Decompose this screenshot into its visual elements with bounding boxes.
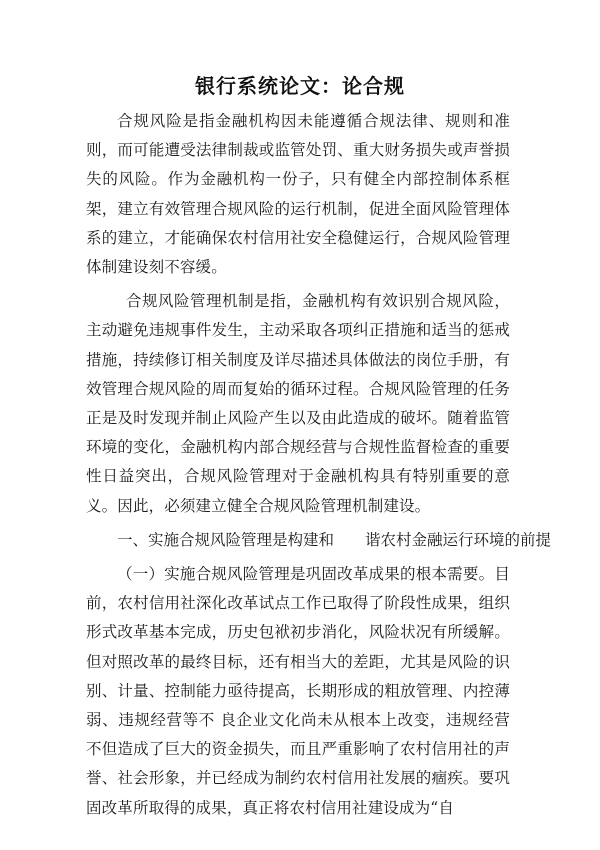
paragraph-1: 合规风险是指金融机构因未能遵循合规法律、规则和准则，而可能遭受法律制裁或监管处罚、重大财务损失或声誉损失的风险。作为金融机构一份子，只有健全内部控制体系框架，建立有效管理合规风险的运行机制，促进全面风险管理体系的建立，才能确保农村信用社安全稳健运行，合规风险管理体制建设刻不容缓。 bbox=[86, 112, 510, 277]
paragraph-3: （一）实施合规风险管理是巩固改革成果的根本需要。目前，农村信用社深化改革试点工作已取得了阶段性成果，组织形式改革基本完成，历史包袱初步消化，风险状况有所缓解。但对照改革的最终目标，还有相当大的差距，尤其是风险的识别、计量、控制能力亟待提高，长期形成的粗放管理、内控薄弱、违规经营等不 良企业文化尚未从根本上改变，违规经营不但造成了巨大的资金损失，而且严重影响了农村信用社的声誉、社会形象，并已经成为制约农村信用社发展的痼疾。要巩固改革所取得的成果，真正将农村信用社建设成为“自 bbox=[86, 565, 510, 817]
document-title: 银行系统论文：论合规 bbox=[195, 74, 405, 98]
section-heading: 一、实施合规风险管理是构建和 谐农村金融运行环境的前提 bbox=[117, 530, 552, 549]
paragraph-2: 合规风险管理机制是指，金融机构有效识别合规风险，主动避免违规事件发生，主动采取各项纠正措施和适当的惩戒措施，持续修订相关制度及详尽描述具体做法的岗位手册，有效管理合规风险的周而复始的循环过程。合规风险管理的任务正是及时发现并制止风险产生以及由此造成的破坏。随着监管环境的变化，金融机构内部合规经营与合规性监督检查的重要性日益突出，合规风险管理对于金融机构具有特别重要的意义。因此，必须建立健全合规风险管理机制建设。 bbox=[86, 292, 510, 515]
document-body bbox=[86, 107, 552, 823]
